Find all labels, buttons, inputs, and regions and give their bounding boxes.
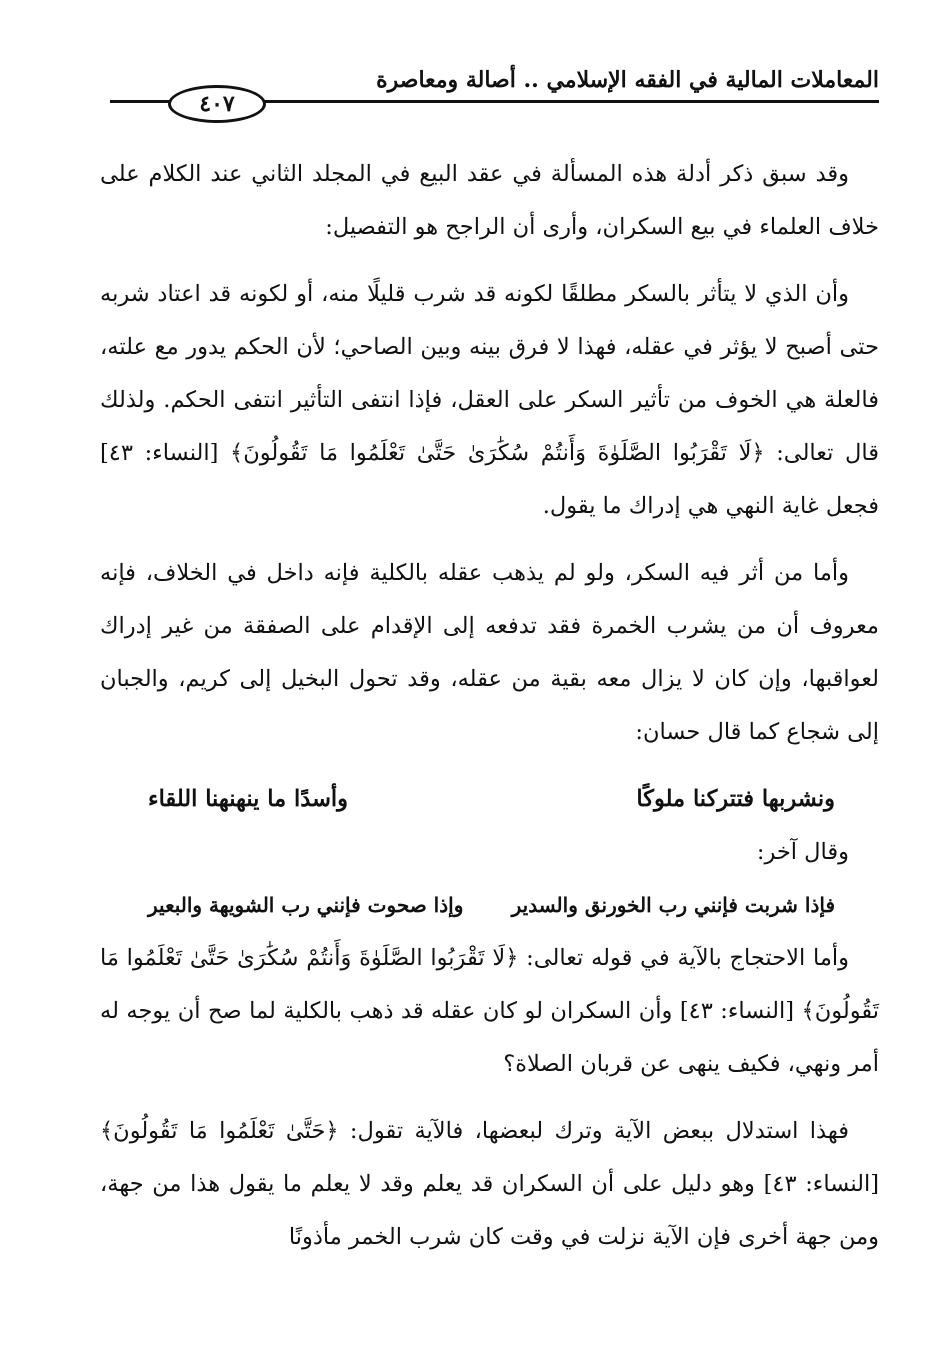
poem-verse-1-first-hemistich: ونشربها فتتركنا ملوكًا <box>636 786 835 812</box>
paragraph-3: وأما من أثر فيه السكر، ولو لم يذهب عقله بالكلية فإنه داخل في الخلاف، فإنه معروف أن من يشرب الخمرة فقد تدفعه إلى الإقدام على الصفقة من غير إدراك لعواقبها، وإن كان لا يزال معه بقية من عقله، وقد تحول البخيل إلى كريم، والجبان إلى شجاع كما قال حسان: <box>100 560 879 745</box>
poem-verse-2-second-hemistich: وإذا صحوت فإنني رب الشويهة والبعير <box>148 893 464 917</box>
page-body <box>100 148 879 1264</box>
poem-verse-2 <box>100 879 879 932</box>
paragraph-4: وأما الاحتجاج بالآية في قوله تعالى: ﴿لَا تَقْرَبُوا الصَّلَوٰةَ وَأَنتُمْ سُكَٰرَىٰ حَتَّىٰ تَعْلَمُوا مَا تَقُولُونَ﴾ [النساء: ٤٣] وأن السكران لو كان عقله قد ذهب بالكلية لما صح أن يوجه له أمر ونهي، فكيف ينهى عن قربان الصلاة؟ <box>100 945 879 1077</box>
poem-verse-1-second-hemistich: وأسدًا ما ينهنهنا اللقاء <box>148 786 349 812</box>
another-poet-intro: وقال آخر: <box>756 839 849 865</box>
poem-verse-1 <box>100 773 879 826</box>
paragraph-5: فهذا استدلال ببعض الآية وترك لبعضها، فالآية تقول: ﴿حَتَّىٰ تَعْلَمُوا مَا تَقُولُونَ﴾ [النساء: ٤٣] وهو دليل على أن السكران قد يعلم وقد لا يعلم ما يقول هذا من جهة، ومن جهة أخرى فإن الآية نزلت في وقت كان شرب الخمر مأذونًا <box>100 1118 879 1250</box>
paragraph-2: وأن الذي لا يتأثر بالسكر مطلقًا لكونه قد شرب قليلًا منه، أو لكونه قد اعتاد شربه حتى أصبح لا يؤثر في عقله، فهذا لا فرق بينه وبين الصاحي؛ لأن الحكم يدور مع علته، فالعلة هي الخوف من تأثير السكر على العقل، فإذا انتفى التأثير انتفى الحكم. ولذلك قال تعالى: ﴿لَا تَقْرَبُوا الصَّلَوٰةَ وَأَنتُمْ سُكَٰرَىٰ حَتَّىٰ تَعْلَمُوا مَا تَقُولُونَ﴾ [النساء: ٤٣] فجعل غاية النهي هي إدراك ما يقول. <box>100 281 879 519</box>
page-number: ٤٠٧ <box>168 85 266 123</box>
poem-verse-2-first-hemistich: فإذا شربت فإنني رب الخورنق والسدير <box>511 893 835 917</box>
paragraph-1: وقد سبق ذكر أدلة هذه المسألة في عقد البيع في المجلد الثاني عند الكلام على خلاف العلماء في بيع السكران، وأرى أن الراجح هو التفصيل: <box>100 161 879 240</box>
running-header-title: المعاملات المالية في الفقه الإسلامي .. أصالة ومعاصرة <box>376 67 879 93</box>
